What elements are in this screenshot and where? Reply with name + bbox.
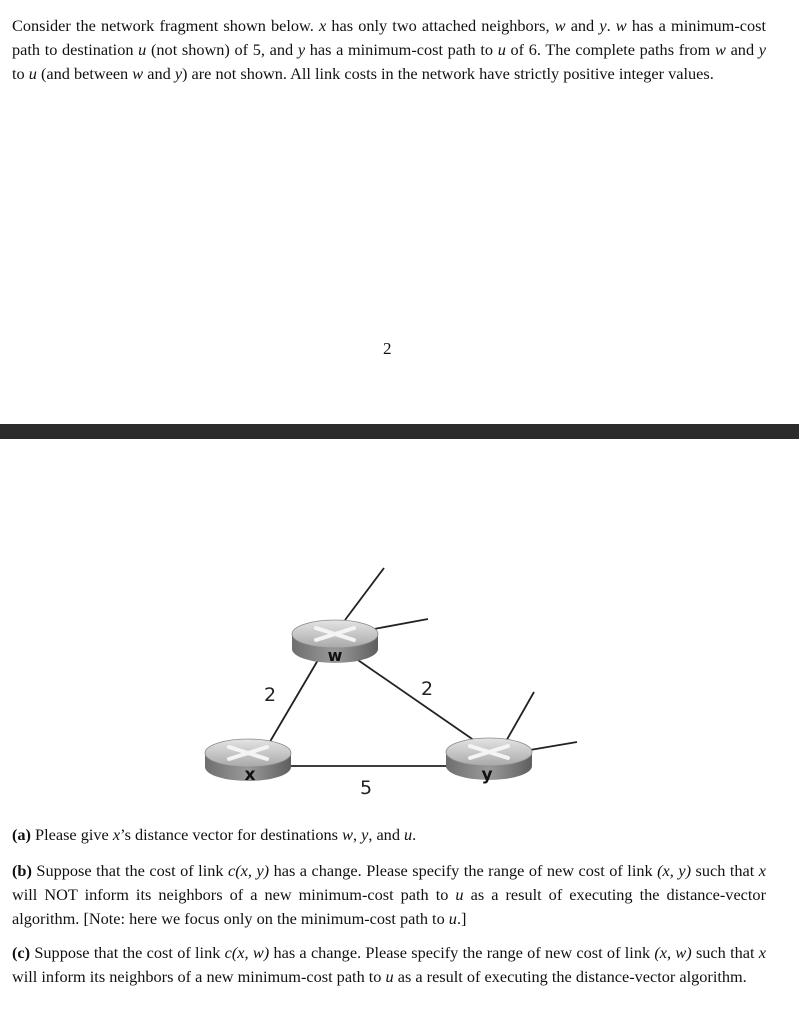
question-c-label: (c)	[12, 943, 31, 962]
text: has only two attached neighbors,	[326, 16, 555, 35]
math-u: u	[404, 825, 413, 844]
intro-paragraph	[12, 14, 766, 86]
text: such that	[691, 943, 759, 962]
divider-bar	[0, 424, 799, 439]
math-x: x	[758, 943, 767, 962]
router-y-label: y	[481, 765, 493, 785]
text: Suppose that the cost of link	[31, 861, 228, 880]
text: and	[725, 40, 759, 59]
router-w-label: w	[327, 646, 343, 665]
text: as a result of executing the distance-vector algorithm.	[393, 967, 747, 986]
math-y: y	[758, 40, 766, 59]
math-x: x	[758, 861, 767, 880]
text: .	[606, 16, 616, 35]
text: Consider the network fragment shown below.	[12, 16, 319, 35]
text: will NOT inform its neighbors of a new minimum-cost path to	[12, 885, 456, 904]
text: (not shown) of 5, and	[146, 40, 298, 59]
math-u: u	[497, 40, 506, 59]
text: has a change. Please specify the range of new cost of link	[269, 861, 658, 880]
text: of 6. The complete paths from	[505, 40, 716, 59]
text: and	[565, 16, 600, 35]
math-expr: c(x, w)	[224, 943, 270, 962]
text: has a change. Please specify the range of new cost of link	[269, 943, 655, 962]
cost-label-x-y: 5	[359, 777, 373, 799]
router-w	[292, 620, 378, 665]
math-w: w	[342, 825, 353, 844]
text: to	[12, 64, 29, 83]
question-a	[12, 823, 766, 847]
text: such that	[691, 861, 759, 880]
question-a-label: (a)	[12, 825, 31, 844]
text: has a minimum-cost path to destination	[12, 16, 766, 59]
math-x: x	[318, 16, 327, 35]
network-diagram	[0, 540, 799, 810]
text: , and	[368, 825, 405, 844]
math-y: y	[297, 40, 306, 59]
math-expr: c(x, y)	[228, 861, 270, 880]
math-w: w	[615, 16, 627, 35]
text: .]	[456, 909, 467, 928]
cost-label-x-w: 2	[263, 684, 277, 706]
text: .	[412, 825, 417, 844]
text: and	[143, 64, 175, 83]
math-w: w	[132, 64, 144, 83]
text: has a minimum-cost path to	[305, 40, 498, 59]
text: as a result of executing the distance-vector algorithm. [Note: here we focus only on the minimum-cost path to	[12, 885, 766, 928]
math-expr: (x, y)	[657, 861, 692, 880]
math-u: u	[28, 64, 37, 83]
math-u: u	[385, 967, 394, 986]
cost-label-w-y: 2	[420, 678, 434, 700]
question-c	[12, 941, 766, 989]
question-b	[12, 859, 766, 931]
math-u: u	[455, 885, 464, 904]
text: will inform its neighbors of a new minimum-cost path to	[12, 967, 386, 986]
router-x	[205, 739, 291, 785]
router-x-label: x	[244, 765, 256, 785]
math-w: w	[715, 40, 726, 59]
math-expr: (x, w)	[654, 943, 692, 962]
link-y-right	[524, 742, 577, 751]
link-w-up	[345, 568, 384, 620]
text: ,	[352, 825, 362, 844]
text: (and between	[36, 64, 133, 83]
link-y-up	[505, 692, 534, 743]
math-y: y	[361, 825, 369, 844]
floating-cost-label: 2	[383, 339, 392, 358]
math-x: x	[112, 825, 121, 844]
math-w: w	[554, 16, 566, 35]
math-u: u	[448, 909, 457, 928]
question-b-label: (b)	[12, 861, 32, 880]
text: Please give	[30, 825, 113, 844]
text: Suppose that the cost of link	[30, 943, 225, 962]
link-w-y	[355, 658, 478, 743]
text: ) are not shown. All link costs in the network have strictly positive integer values.	[182, 64, 714, 83]
math-y: y	[174, 64, 183, 83]
router-y	[446, 738, 532, 785]
link-w-right	[374, 619, 428, 629]
math-u: u	[138, 40, 147, 59]
math-y: y	[599, 16, 607, 35]
text: ’s distance vector for destinations	[120, 825, 343, 844]
